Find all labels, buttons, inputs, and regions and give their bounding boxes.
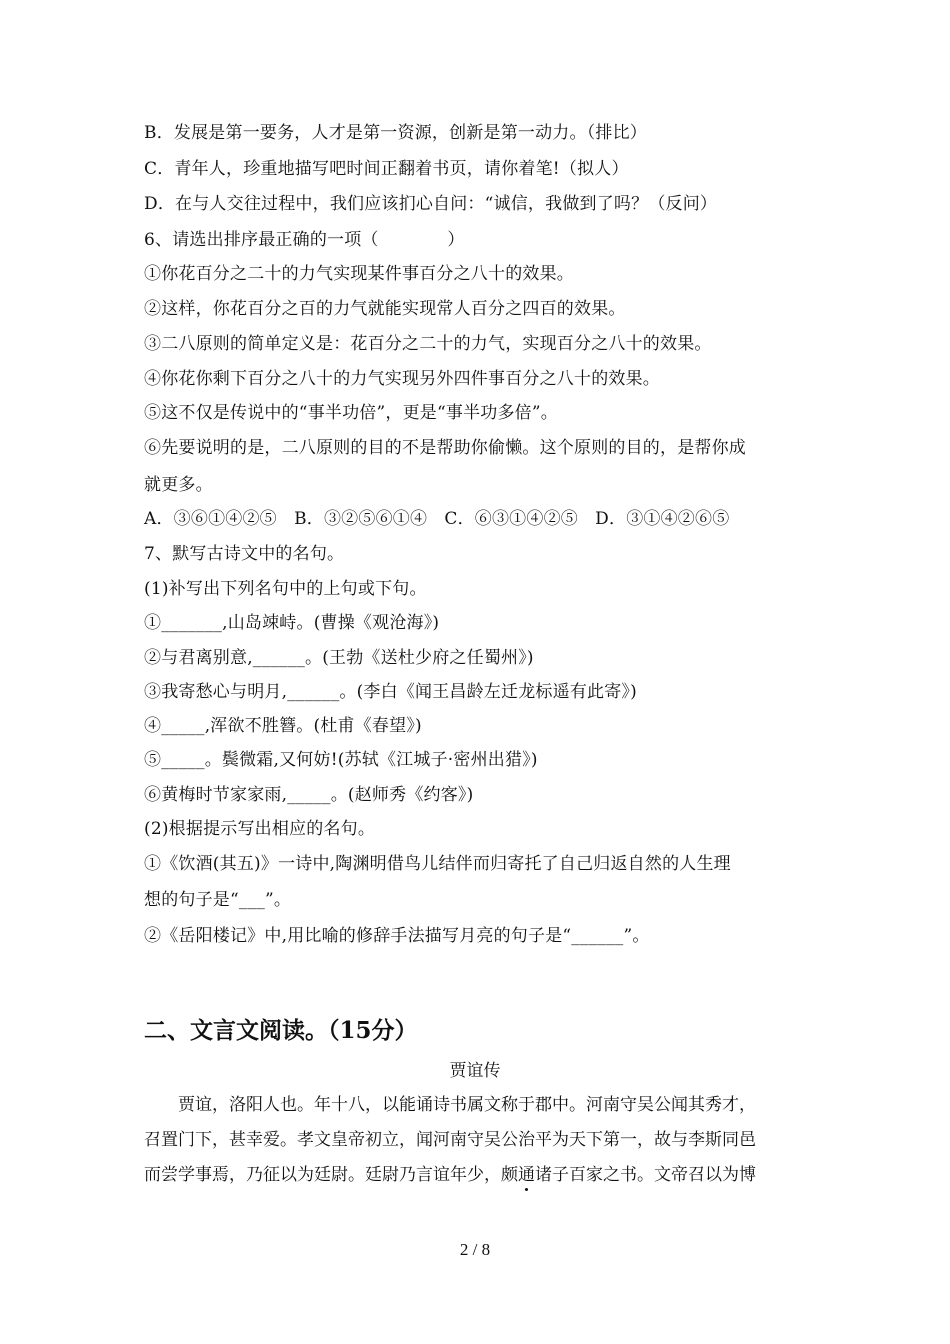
section-heading: 二、文言文阅读。（15分） <box>144 1017 418 1044</box>
q5-option-d: D．在与人交往过程中，我们应该扪心自问：“诚信，我做到了吗？（反问） <box>144 194 718 214</box>
passage-line-3-before: 而尝学事焉，乃征以为廷尉。廷尉乃言谊年少，颇 <box>144 1165 518 1185</box>
q7-part1-prompt: (1)补写出下列名句中的上句或下句。 <box>144 579 427 599</box>
q6-sentence-6-cont: 就更多。 <box>144 475 213 495</box>
q6-sentence-4: ④你花你剩下百分之八十的力气实现另外四件事百分之八十的效果。 <box>144 369 660 389</box>
q6-choices: A．③⑥①④②⑤ B．③②⑤⑥①④ C．⑥③①④②⑤ D．③①④②⑥⑤ <box>144 509 730 529</box>
q7-part2-item-2: ②《岳阳楼记》中,用比喻的修辞手法描写月亮的句子是“______”。 <box>144 926 650 946</box>
q7-part1-item-6: ⑥黄梅时节家家雨,_____。(赵师秀《约客》) <box>144 785 474 805</box>
q7-part1-item-2: ②与君离别意,______。(王勃《送杜少府之任蜀州》) <box>144 648 534 668</box>
q5-option-c: C．青年人，珍重地描写吧时间正翻着书页，请你着笔!（拟人） <box>144 159 629 179</box>
passage-line-3 <box>144 1164 808 1186</box>
q7-part1-item-4: ④_____,浑欲不胜簪。(杜甫《春望》) <box>144 716 422 736</box>
q6-sentence-2: ②这样，你花百分之百的力气就能实现常人百分之四百的效果。 <box>144 299 626 319</box>
passage-line-2: 召置门下，甚幸爱。孝文皇帝初立，闻河南守吴公治平为天下第一，故与李斯同邑 <box>144 1130 756 1150</box>
page-number: 2 / 8 <box>459 1240 491 1259</box>
passage-line-3-after: 诸子百家之书。文帝召以为博 <box>535 1165 756 1185</box>
q7-part2-item-1: ①《饮酒(其五)》一诗中,陶渊明借鸟儿结伴而归寄托了自己归返自然的人生理 <box>144 854 731 874</box>
q7-part1-item-3: ③我寄愁心与明月,______。(李白《闻王昌龄左迁龙标遥有此寄》) <box>144 682 637 702</box>
passage-title: 贾谊传 <box>449 1061 501 1081</box>
q7-part1-item-5: ⑤_____。鬓微霜,又何妨!(苏轼《江城子·密州出猎》) <box>144 750 538 770</box>
q6-sentence-3: ③二八原则的简单定义是：花百分之二十的力气，实现百分之八十的效果。 <box>144 334 712 354</box>
q6-sentence-1: ①你花百分之二十的力气实现某件事百分之八十的效果。 <box>144 264 574 284</box>
q6-sentence-5: ⑤这不仅是传说中的“事半功倍”，更是“事半功多倍”。 <box>144 403 558 423</box>
q6-prompt: 6、请选出排序最正确的一项（ ） <box>144 230 465 250</box>
q7-part2-prompt: (2)根据提示写出相应的名句。 <box>144 819 376 839</box>
emphasized-character: 通 <box>518 1165 535 1185</box>
q5-option-b: B．发展是第一要务，人才是第一资源，创新是第一动力。（排比） <box>144 123 647 143</box>
q7-prompt: 7、默写古诗文中的名句。 <box>144 544 345 564</box>
q7-part2-item-1-cont: 想的句子是“___”。 <box>144 890 292 910</box>
q6-sentence-6: ⑥先要说明的是，二八原则的目的不是帮助你偷懒。这个原则的目的，是帮你成 <box>144 438 746 458</box>
passage-line-1: 贾谊，洛阳人也。年十八，以能诵诗书属文称于郡中。河南守吴公闻其秀才， <box>144 1095 756 1115</box>
q7-part1-item-1: ①_______,山岛竦峙。(曹操《观沧海》) <box>144 613 440 633</box>
